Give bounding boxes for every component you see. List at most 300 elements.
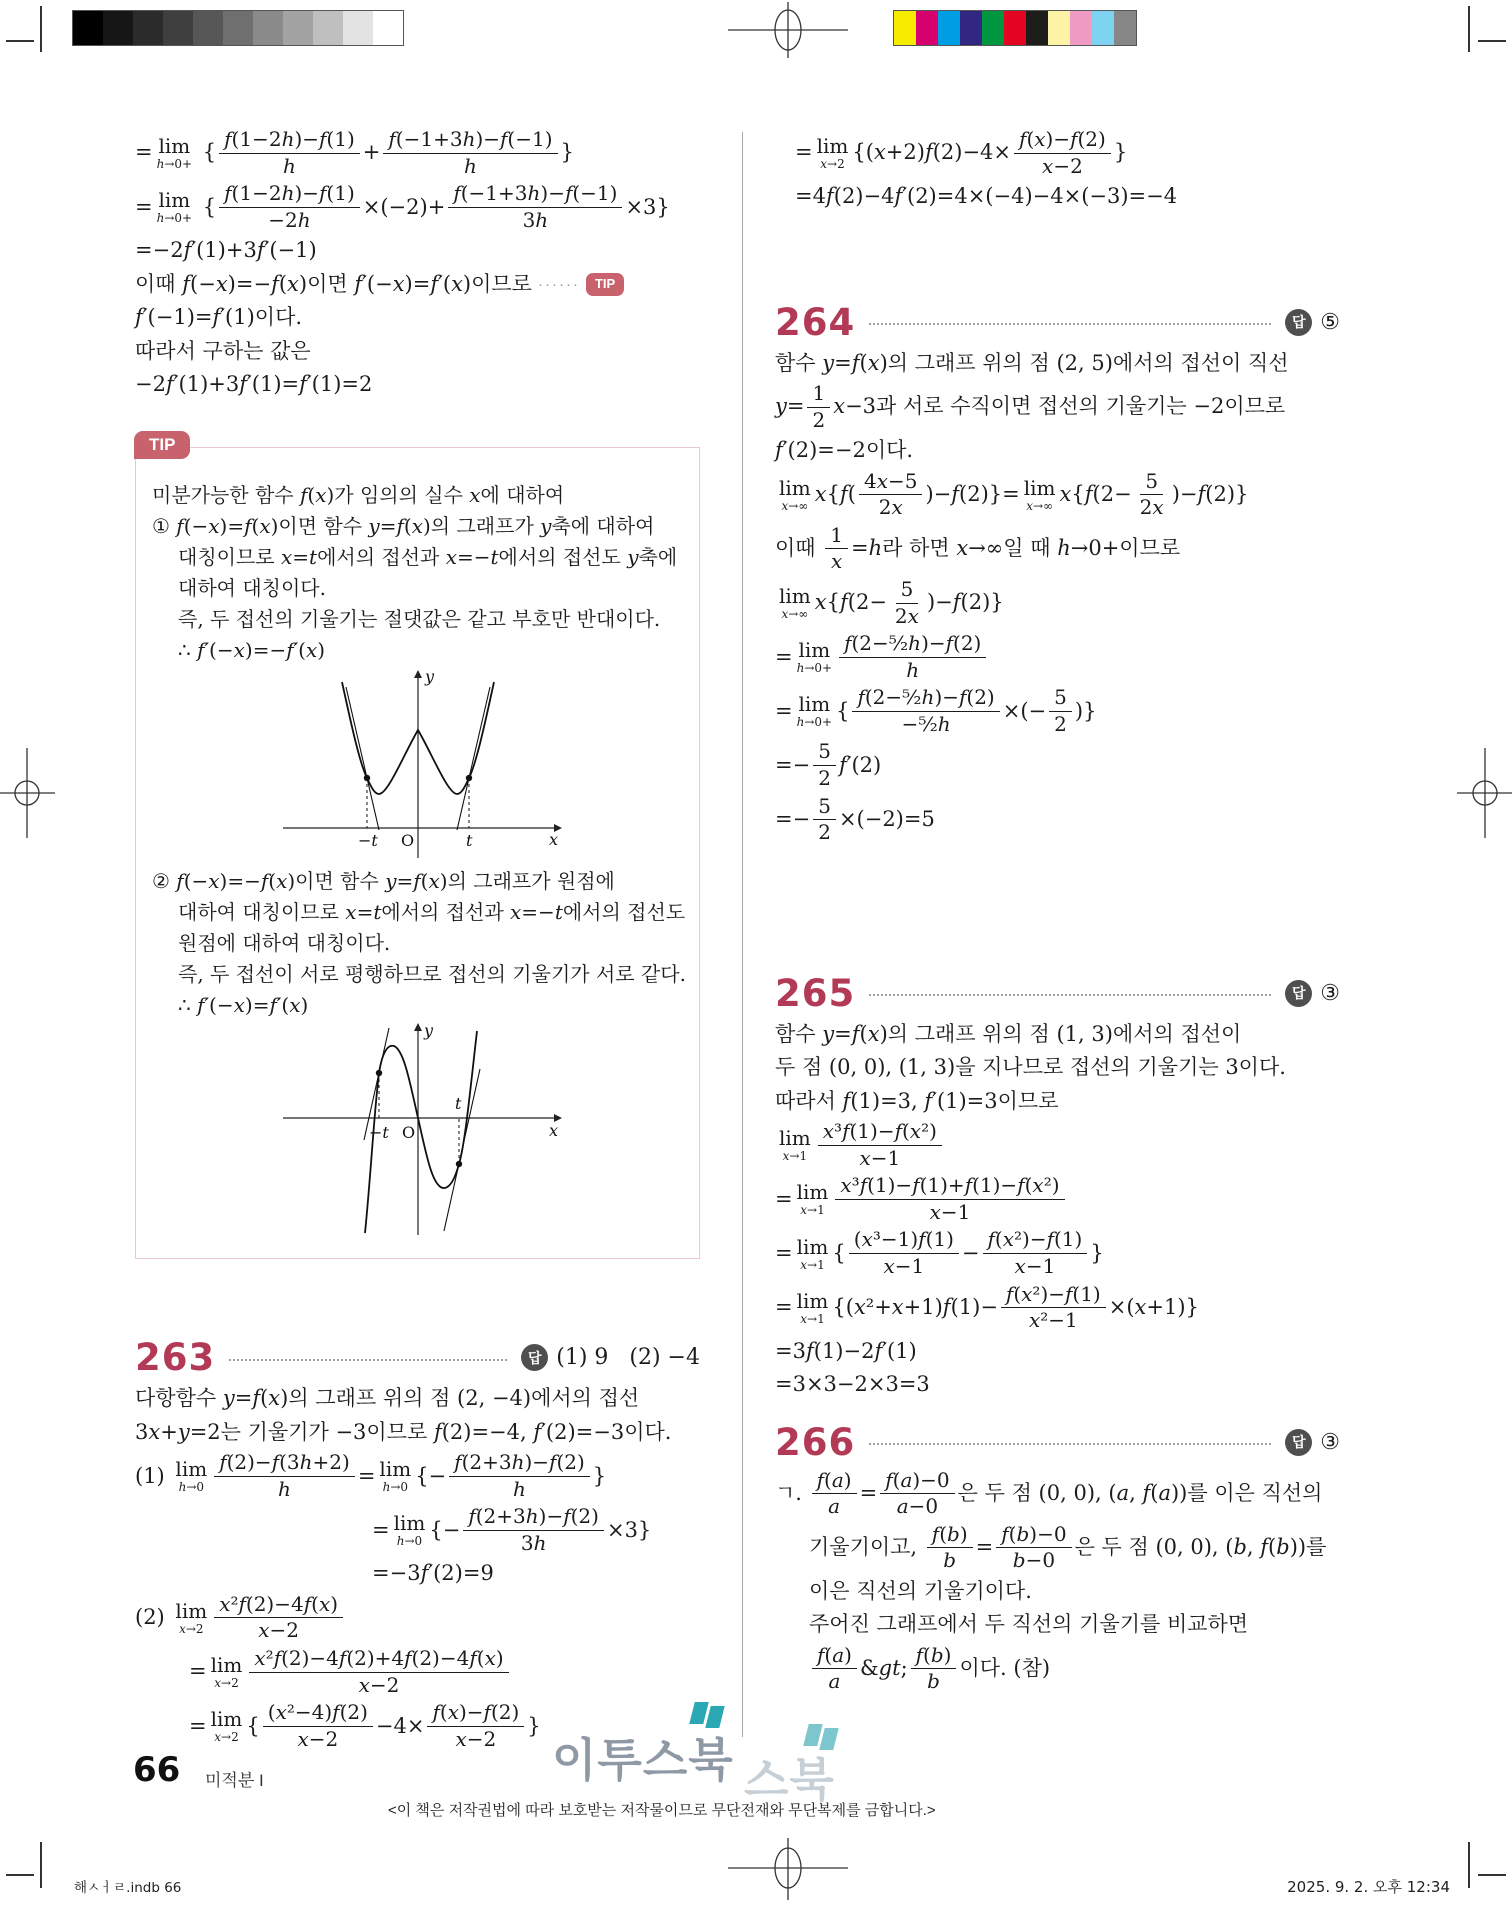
math-text: = (775, 698, 793, 723)
fraction (427, 1701, 524, 1751)
fraction-denominator: 2 (818, 820, 831, 845)
formula-line (795, 128, 1340, 178)
math-text: =− (775, 807, 811, 832)
limit-operator (379, 1459, 411, 1493)
formula-line (372, 1505, 700, 1555)
math-text: =3f(1)−2f′(1) (775, 1338, 917, 1363)
limit-operator (779, 1128, 811, 1162)
print-color-cell (283, 11, 313, 45)
copyright-notice: <이 책은 저작권법에 따라 보호받는 저작물이므로 무단전재와 무단복제를 금합니다.> (388, 1802, 936, 1819)
problem-263-header (135, 1336, 700, 1380)
math-text: = (975, 1535, 994, 1560)
math-text: } (1090, 1240, 1104, 1265)
crop-mark (6, 1874, 34, 1876)
registration-mark-top (728, 0, 848, 60)
formula-line (135, 1593, 700, 1643)
formula-line (775, 1020, 1340, 1049)
math-text: ×3} (625, 194, 670, 219)
math-text: {− (429, 1517, 461, 1542)
dotted-leader (869, 1443, 1271, 1445)
fraction (463, 1505, 604, 1555)
math-text: =4f(2)−4f′(2)=4×(−4)−4×(−3)=−4 (795, 184, 1178, 209)
axis-label-x: x (548, 1121, 558, 1141)
limit-operator (817, 136, 849, 170)
fraction-numerator: (x²−4)f(2) (263, 1701, 373, 1727)
fraction (249, 1647, 508, 1697)
limit-operator (796, 1288, 829, 1326)
leader-dots: ······ (537, 275, 580, 293)
solution-263-continuation (775, 128, 1340, 212)
formula-line (372, 1559, 700, 1588)
print-color-cell (103, 11, 133, 45)
problem-264-header (775, 300, 1340, 344)
fraction-denominator: a (828, 1494, 841, 1519)
math-text: ×(−2)=5 (838, 807, 935, 832)
math-text: 따라서 구하는 값은 (135, 338, 311, 363)
limit-word: lim (210, 1707, 243, 1732)
fraction-denominator: −2h (268, 207, 311, 232)
formula-line (178, 605, 683, 633)
fraction-numerator: f(2)−f(3h+2) (214, 1451, 355, 1477)
formula-line (775, 795, 1340, 845)
formula-line (775, 686, 1340, 736)
math-text: ×3} (606, 1517, 652, 1542)
limit-operator (175, 1598, 208, 1636)
math-text: + (362, 140, 381, 165)
fraction-denominator: x−2 (1042, 153, 1083, 178)
axis-label-y: y (424, 668, 434, 687)
fraction (983, 1228, 1088, 1278)
math-text: =3×3−2×3=3 (775, 1372, 930, 1397)
fraction-numerator: f(x²)−f(1) (983, 1228, 1088, 1254)
math-text: = (189, 1713, 207, 1738)
limit-word: lim (779, 1126, 811, 1151)
answer-badge: 답 (1285, 1429, 1312, 1456)
math-text: 은 두 점 (0, 0), (a, f(a))를 이은 직선의 (957, 1480, 1323, 1505)
math-text: = (189, 1659, 207, 1684)
limit-subscript: x→2 (214, 1730, 239, 1745)
t-label: t (465, 831, 472, 851)
fraction-numerator: f(x)−f(2) (1014, 128, 1111, 154)
math-text: {− (415, 1463, 447, 1488)
limit-operator (797, 1182, 829, 1216)
fraction-denominator: x (830, 549, 843, 574)
limit-operator (797, 640, 832, 674)
fraction (219, 128, 360, 178)
fraction (812, 1644, 857, 1694)
limit-operator (779, 475, 811, 513)
print-color-cell (1004, 11, 1026, 45)
math-text: {(x²+x+1)f(1)− (832, 1294, 998, 1319)
math-text: )−f(2)} (1171, 481, 1249, 506)
fraction (890, 578, 924, 628)
print-color-cell (1114, 11, 1136, 45)
limit-word: lim (158, 188, 191, 213)
fraction-numerator: f(2−⁵⁄₂h)−f(2) (852, 686, 999, 712)
limit-operator (394, 1513, 426, 1547)
math-text: } (560, 140, 574, 165)
fraction-denominator: x−1 (859, 1145, 901, 1170)
formula-line (135, 128, 700, 178)
limit-operator (175, 1459, 207, 1493)
math-text: { (836, 698, 850, 723)
math-text: 이다. (참) (959, 1656, 1051, 1681)
limit-word: lim (779, 475, 811, 500)
limit-operator (157, 136, 192, 170)
crop-mark (40, 1842, 42, 1888)
formula-line (775, 470, 1340, 520)
answer-badge: 답 (1285, 309, 1312, 336)
math-text: f′(−1)=f′(1)이다. (135, 305, 303, 330)
math-text: = (775, 644, 793, 669)
fraction-denominator: 3h (522, 207, 549, 232)
fraction (813, 740, 836, 790)
formula-line (775, 1174, 1340, 1224)
neg-t-label: −t (368, 1123, 389, 1143)
fraction (859, 470, 923, 520)
grayscale-calibration-bar (72, 10, 404, 46)
limit-subscript: x→∞ (781, 498, 809, 513)
fraction-denominator: a−0 (896, 1494, 939, 1519)
fraction-numerator: f(x²)−f(1) (1001, 1283, 1106, 1309)
fraction (812, 1469, 857, 1519)
registration-mark-bottom (728, 1838, 848, 1900)
math-text: ×(− (1002, 698, 1047, 723)
math-text: )−f(2)} (926, 590, 1004, 615)
fraction (813, 795, 836, 845)
fraction (996, 1523, 1071, 1573)
math-text: } (1113, 140, 1128, 165)
math-text: ∴ f′(−x)=−f′(x) (178, 638, 326, 663)
math-text: 이때 (775, 536, 823, 561)
fraction-numerator: f(a) (812, 1469, 857, 1495)
problem-264 (775, 300, 1340, 845)
crop-mark (1468, 6, 1470, 52)
problem-266-header (775, 1420, 1340, 1464)
fraction-denominator: b (927, 1669, 940, 1694)
limit-operator (157, 190, 192, 224)
print-color-cell (223, 11, 253, 45)
math-text: )−f(2)}= (925, 481, 1020, 506)
fraction-numerator: f(x)−f(2) (427, 1701, 524, 1727)
math-text: 은 두 점 (0, 0), (b, f(b))를 (1074, 1535, 1327, 1560)
fraction-numerator: f(2+3h)−f(2) (463, 1505, 604, 1531)
limit-word: lim (175, 1598, 208, 1623)
limit-subscript: x→∞ (1026, 498, 1054, 513)
fraction-numerator: x²f(2)−4f(2)+4f(2)−4f(x) (249, 1647, 508, 1673)
limit-subscript: x→2 (214, 1676, 239, 1691)
fraction-denominator: −⁵⁄₂h (901, 711, 951, 736)
math-text: = (775, 1294, 793, 1319)
fraction-numerator: f(a)−0 (880, 1469, 954, 1495)
math-text: −4× (375, 1713, 425, 1738)
formula-line (775, 1469, 1340, 1519)
problem-number: 265 (775, 971, 856, 1015)
fraction (448, 182, 622, 232)
math-text: 두 점 (0, 0), (1, 3)을 지나므로 접선의 기울기는 3이다. (775, 1055, 1286, 1080)
color-calibration-bar (893, 10, 1137, 46)
fraction-numerator: f(1−2h)−f(1) (219, 182, 360, 208)
dotted-leader (229, 1359, 507, 1361)
print-color-cell (982, 11, 1004, 45)
formula-line (775, 1228, 1340, 1278)
fraction-numerator: 1 (825, 524, 848, 550)
math-text: 원점에 대하여 대칭이다. (178, 931, 391, 956)
formula-line (809, 1523, 1340, 1573)
fraction-numerator: f(1−2h)−f(1) (219, 128, 360, 154)
limit-subscript: h→0 (382, 1480, 409, 1495)
t-label: t (454, 1094, 461, 1114)
registration-mark-right (1452, 748, 1512, 838)
graph-odd-function (152, 1023, 683, 1238)
print-color-cell (373, 11, 403, 45)
formula-line (775, 1283, 1340, 1333)
print-color-cell (1048, 11, 1070, 45)
fraction (219, 182, 360, 232)
print-color-cell (313, 11, 343, 45)
fraction-denominator: x²−1 (1028, 1308, 1078, 1333)
formula-line (135, 1451, 700, 1501)
publisher-watermark: 이투스북 (552, 1734, 734, 1786)
fraction-denominator: x−1 (1014, 1254, 1056, 1278)
book-icon (819, 1728, 838, 1750)
fraction (449, 1451, 590, 1501)
formula-line (135, 236, 700, 265)
fraction-denominator: a (828, 1669, 841, 1694)
formula-line (809, 1577, 1340, 1606)
math-text: 다항함수 y=f(x)의 그래프 위의 점 (2, −4)에서의 접선 (135, 1386, 640, 1411)
neg-t-label: −t (357, 831, 378, 851)
limit-subscript: h→0+ (156, 211, 193, 226)
print-color-cell (916, 11, 938, 45)
limit-word: lim (798, 638, 831, 663)
formula-line (775, 349, 1340, 378)
tip-text-2 (152, 867, 686, 1019)
fraction-denominator: 2x (878, 495, 903, 520)
limit-subscript: x→2 (179, 1621, 204, 1636)
math-text: ×(−2)+ (362, 194, 446, 219)
math-text: } (592, 1463, 607, 1488)
math-text: f′(2) (838, 752, 882, 777)
formula-line (189, 1647, 700, 1697)
math-text: 이때 f(−x)=−f(x)이면 f′(−x)=f′(x)이므로 (135, 271, 532, 296)
limit-word: lim (1023, 475, 1056, 500)
fraction (383, 128, 557, 178)
page-subject: 미적분 I (205, 1771, 264, 1790)
formula-line (775, 1087, 1340, 1116)
formula-line (135, 270, 700, 299)
page-number: 66 (133, 1750, 181, 1790)
fraction (1049, 686, 1072, 736)
axis-label-x: x (548, 830, 558, 850)
fraction-denominator: 2 (818, 766, 831, 791)
print-color-cell (163, 11, 193, 45)
limit-operator (796, 1234, 829, 1272)
math-text: 대하여 대칭이므로 x=t에서의 접선과 x=−t에서의 접선도 (178, 900, 686, 925)
print-timestamp: 2025. 9. 2. 오후 12:34 (1287, 1878, 1450, 1896)
limit-word: lim (158, 134, 191, 159)
limit-word: lim (816, 134, 849, 159)
print-color-cell (960, 11, 982, 45)
math-text: 이은 직선의 기울기이다. (809, 1578, 1032, 1603)
limit-word: lim (798, 692, 831, 717)
formula-line (178, 543, 683, 571)
fraction-numerator: 5 (1140, 470, 1163, 496)
limit-word: lim (393, 1511, 426, 1536)
limit-subscript: x→1 (782, 1149, 808, 1164)
math-text: (1) (135, 1463, 172, 1488)
answer-value: ③ (1320, 1429, 1340, 1455)
fraction-denominator: 2x (894, 603, 919, 628)
publisher-watermark-echo: 스북 (744, 1754, 835, 1806)
fraction (825, 524, 848, 574)
right-column (775, 124, 1340, 1698)
limit-word: lim (210, 1653, 243, 1678)
math-text: )} (1074, 698, 1097, 723)
fraction-numerator: 5 (1049, 686, 1072, 712)
fraction-denominator: h (906, 657, 920, 682)
tip-ref-badge: TIP (586, 273, 624, 295)
formula-line (775, 578, 1340, 628)
math-text: 기울기이고, (809, 1535, 924, 1560)
fraction (911, 1644, 957, 1694)
math-text: x{f( (814, 481, 856, 506)
math-text: ② f(−x)=−f(x)이면 함수 y=f(x)의 그래프가 원점에 (152, 869, 615, 894)
math-text: &gt; (859, 1656, 908, 1681)
formula-line (152, 481, 683, 509)
fraction-denominator: b (943, 1548, 957, 1573)
problem-266-solution (775, 1469, 1340, 1694)
formula-line (775, 524, 1340, 574)
print-color-cell (1026, 11, 1048, 45)
formula-line (775, 1053, 1340, 1082)
math-text: ① f(−x)=f(x)이면 함수 y=f(x)의 그래프가 y축에 대하여 (152, 514, 655, 539)
formula-line (809, 1644, 1340, 1694)
math-text: = (775, 1240, 793, 1265)
formula-line (178, 636, 683, 664)
formula-line (775, 1370, 1340, 1399)
formula-line (152, 867, 683, 895)
limit-subscript: x→∞ (781, 607, 809, 622)
fraction-denominator: x−2 (297, 1726, 339, 1751)
fraction (263, 1701, 373, 1751)
formula-line (775, 632, 1340, 682)
math-text: = (135, 194, 153, 219)
crop-mark (1468, 1842, 1470, 1888)
print-color-cell (1070, 11, 1092, 45)
formula-line (178, 960, 686, 988)
print-color-cell (73, 11, 103, 45)
math-text: 주어진 그래프에서 두 직선의 기울기를 비교하면 (809, 1612, 1249, 1637)
fraction (1014, 128, 1111, 178)
formula-line (178, 898, 686, 926)
fraction-numerator: f(−1+3h)−f(−1) (383, 128, 557, 154)
registration-mark-left (0, 748, 60, 838)
math-text: =−3f′(2)=9 (372, 1561, 494, 1586)
fraction-numerator: x²f(2)−4f(x) (214, 1593, 343, 1619)
math-text: −2f′(1)+3f′(1)=f′(1)=2 (135, 371, 373, 396)
limit-subscript: x→1 (800, 1203, 825, 1218)
fraction-denominator: 2 (812, 407, 826, 432)
fraction (852, 686, 999, 736)
fraction (1001, 1283, 1106, 1333)
fraction (849, 1228, 959, 1278)
fraction-denominator: x−2 (455, 1726, 497, 1751)
formula-line (135, 182, 700, 232)
origin-label: O (400, 831, 414, 851)
fraction-denominator: 2 (1054, 711, 1067, 736)
dotted-leader (869, 323, 1271, 325)
fraction-numerator: f(b)−0 (996, 1523, 1071, 1549)
fraction-denominator: h (513, 1476, 526, 1501)
fraction (214, 1451, 355, 1501)
formula-line (135, 370, 700, 399)
answer-badge: 답 (521, 1344, 548, 1371)
dotted-leader (869, 994, 1271, 996)
limit-operator (1023, 475, 1056, 513)
math-text: 대칭이므로 x=t에서의 접선과 x=−t에서의 접선도 y축에 (178, 545, 678, 570)
tip-text-1 (152, 481, 683, 664)
fraction (818, 1120, 942, 1170)
print-color-cell (133, 11, 163, 45)
math-text: { (196, 194, 217, 219)
answer-value: ⑤ (1320, 309, 1340, 335)
crop-mark (6, 40, 34, 42)
problem-263-solution (135, 1384, 700, 1751)
formula-line (178, 574, 683, 602)
formula-line (178, 929, 683, 957)
fraction (214, 1593, 343, 1643)
formula-line (135, 337, 700, 366)
book-icon (803, 1724, 822, 1746)
fraction-denominator: x−2 (358, 1672, 400, 1697)
fraction-denominator: x−1 (929, 1199, 971, 1224)
fraction (880, 1469, 954, 1519)
math-text: ∴ f′(−x)=f′(x) (178, 993, 309, 1018)
print-color-cell (1092, 11, 1114, 45)
formula-line (152, 512, 683, 540)
left-column (135, 124, 700, 1755)
limit-word: lim (796, 1180, 829, 1205)
math-text: = (795, 140, 813, 165)
math-text: = (135, 140, 153, 165)
problem-number: 264 (775, 300, 856, 344)
fraction-numerator: x³f(1)−f(1)+f(1)−f(x²) (835, 1174, 1064, 1200)
print-color-cell (193, 11, 223, 45)
fraction-denominator: 2x (1139, 495, 1164, 520)
fraction-numerator: 1 (807, 382, 830, 408)
fraction-denominator: b−0 (1012, 1548, 1056, 1573)
problem-265 (775, 971, 1340, 1400)
math-text: = (357, 1463, 376, 1488)
math-text: (2) (135, 1605, 172, 1630)
math-text: y= (775, 394, 805, 419)
graph-even-function (152, 668, 683, 863)
fraction-numerator: (x³−1)f(1) (849, 1228, 959, 1254)
fraction (835, 1174, 1064, 1224)
math-text: f′(2)=−2이다. (775, 438, 914, 463)
math-text: ×(x+1)} (1108, 1294, 1199, 1319)
fraction (839, 632, 986, 682)
problem-number: 266 (775, 1420, 856, 1464)
print-color-cell (253, 11, 283, 45)
problem-264-solution (775, 349, 1340, 845)
formula-line (135, 1418, 700, 1447)
print-color-cell (343, 11, 373, 45)
origin-label: O (401, 1123, 415, 1143)
limit-subscript: h→0+ (156, 157, 193, 172)
fraction-denominator: x−1 (883, 1254, 925, 1278)
